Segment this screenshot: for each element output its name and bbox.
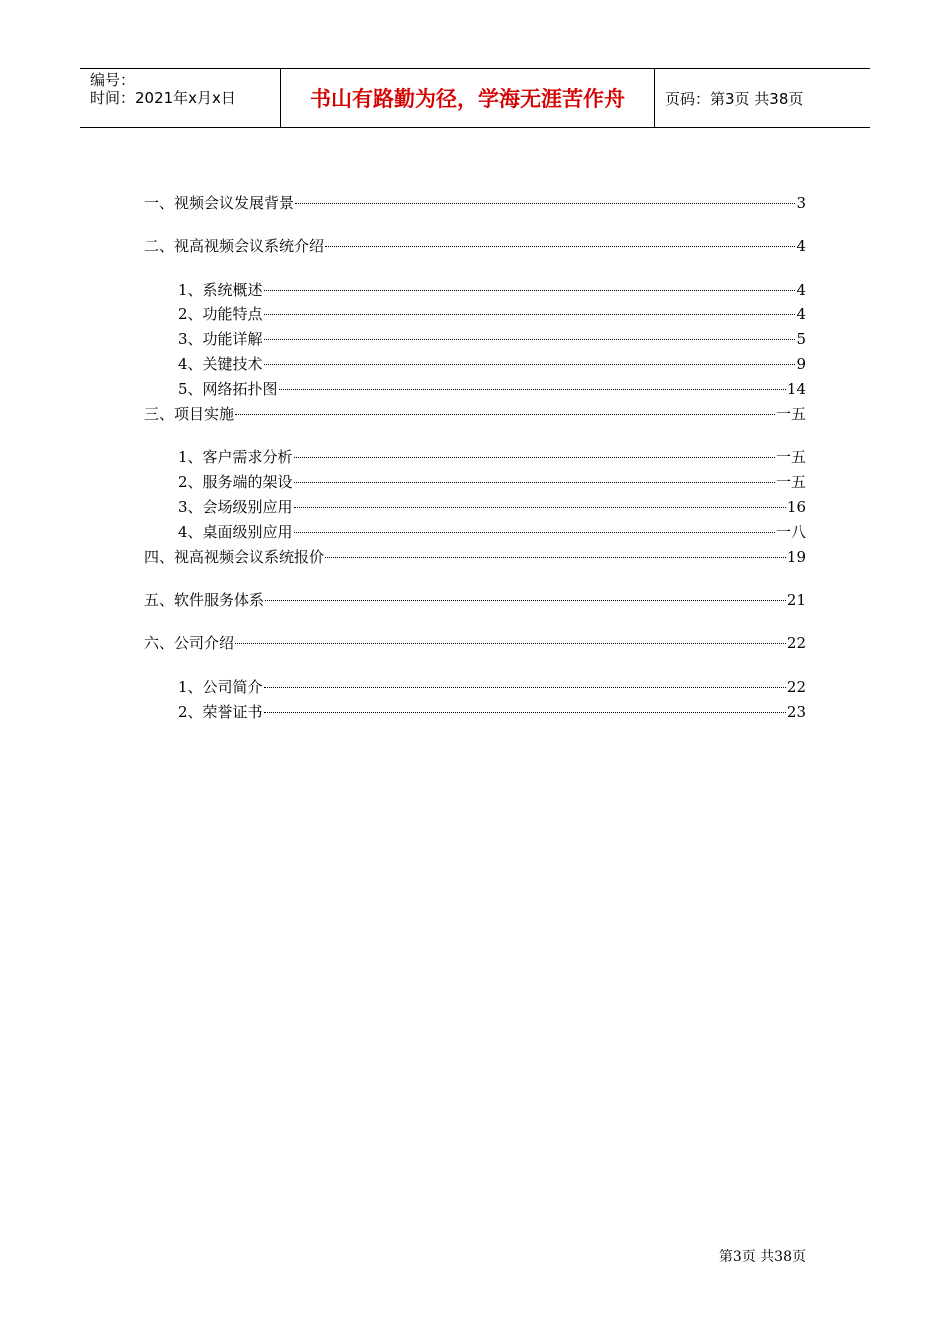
toc-entry-page: 14 <box>786 380 806 398</box>
document-number-label: 编号： <box>90 71 136 89</box>
toc-leader-dots <box>294 532 775 533</box>
toc-entry-page: 一五 <box>775 448 806 466</box>
toc-leader-dots <box>264 290 796 291</box>
toc-entry-page: 21 <box>786 591 806 609</box>
toc-entry-label: 2、荣誉证书 <box>178 703 263 721</box>
toc-entry-label: 四、视高视频会议系统报价 <box>144 548 325 566</box>
toc-entry-label: 5、网络拓扑图 <box>178 380 278 398</box>
toc-entry[interactable] <box>178 522 806 542</box>
toc-entry[interactable] <box>178 497 806 517</box>
toc-entry[interactable] <box>144 236 806 256</box>
toc-leader-dots <box>235 643 786 644</box>
toc-entry[interactable] <box>178 280 806 300</box>
toc-leader-dots <box>264 364 796 365</box>
toc-entry[interactable] <box>178 447 806 467</box>
toc-leader-dots <box>294 482 775 483</box>
toc-entry[interactable] <box>178 472 806 492</box>
toc-leader-dots <box>235 414 775 415</box>
toc-leader-dots <box>294 507 786 508</box>
toc-entry[interactable] <box>178 702 806 722</box>
toc-entry-label: 4、桌面级别应用 <box>178 523 293 541</box>
toc-entry-page: 5 <box>796 330 806 348</box>
toc-entry-label: 1、公司简介 <box>178 678 263 696</box>
toc-entry-label: 3、功能详解 <box>178 330 263 348</box>
page-footer: 第3页 共38页 <box>718 1249 806 1265</box>
toc-leader-dots <box>325 246 795 247</box>
toc-entry-page: 一五 <box>775 405 806 423</box>
toc-entry-page: 4 <box>796 305 806 323</box>
toc-entry-page: 4 <box>796 281 806 299</box>
toc-entry-label: 1、系统概述 <box>178 281 263 299</box>
toc-leader-dots <box>294 457 775 458</box>
header-meta <box>80 69 281 127</box>
toc-entry-label: 2、服务端的架设 <box>178 473 293 491</box>
toc-entry[interactable] <box>144 193 806 213</box>
toc-entry-label: 六、公司介绍 <box>144 634 235 652</box>
toc-leader-dots <box>264 712 786 713</box>
toc-entry-label: 4、关键技术 <box>178 355 263 373</box>
toc-leader-dots <box>295 203 795 204</box>
toc-entry-page: 4 <box>796 237 806 255</box>
toc-entry-page: 16 <box>786 498 806 516</box>
header-motto: 书山有路勤为径，学海无涯苦作舟 <box>281 69 655 127</box>
toc-entry[interactable] <box>144 547 806 567</box>
toc-entry-label: 三、项目实施 <box>144 405 235 423</box>
toc-entry-page: 一五 <box>775 473 806 491</box>
toc-entry-page: 一八 <box>775 523 806 541</box>
toc-leader-dots <box>264 687 786 688</box>
toc-leader-dots <box>264 339 796 340</box>
toc-entry-page: 19 <box>786 548 806 566</box>
toc-leader-dots <box>265 600 786 601</box>
toc-entry-label: 3、会场级别应用 <box>178 498 293 516</box>
toc-entry-page: 23 <box>786 703 806 721</box>
page-header <box>80 68 870 128</box>
header-page-info: 页码：第3页 共38页 <box>665 89 804 108</box>
toc-entry-label: 二、视高视频会议系统介绍 <box>144 237 325 255</box>
toc-entry[interactable] <box>144 404 806 424</box>
toc-entry[interactable] <box>178 379 806 399</box>
toc-entry-page: 9 <box>796 355 806 373</box>
toc-entry[interactable] <box>178 354 806 374</box>
toc-entry[interactable] <box>178 304 806 324</box>
toc-entry-page: 22 <box>786 678 806 696</box>
toc-entry-page: 22 <box>786 634 806 652</box>
toc-leader-dots <box>279 389 786 390</box>
toc-entry-label: 2、功能特点 <box>178 305 263 323</box>
toc-entry[interactable] <box>144 633 806 653</box>
toc-leader-dots <box>264 314 796 315</box>
toc-entry[interactable] <box>178 677 806 697</box>
toc-entry-label: 一、视频会议发展背景 <box>144 194 295 212</box>
toc-entry[interactable] <box>144 590 806 610</box>
toc-leader-dots <box>325 557 786 558</box>
toc-entry-label: 五、软件服务体系 <box>144 591 265 609</box>
document-time-label: 时间：2021年x月x日 <box>90 89 236 107</box>
toc-entry[interactable] <box>178 329 806 349</box>
toc-entry-page: 3 <box>796 194 806 212</box>
toc-entry-label: 1、客户需求分析 <box>178 448 293 466</box>
